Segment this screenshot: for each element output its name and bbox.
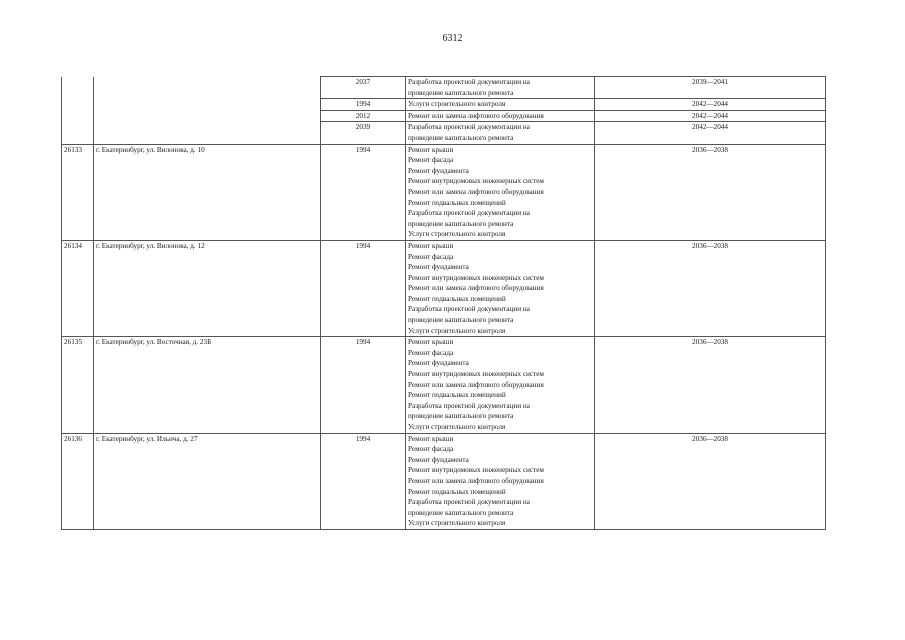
table-body [62, 77, 826, 530]
work-item: проведение капитального ремонта [408, 88, 514, 97]
row-period: 2039—2041 [595, 77, 826, 99]
table-row [62, 77, 826, 99]
row-year: 1994 [321, 144, 406, 240]
work-item: Ремонт фасада [408, 445, 454, 454]
row-address [94, 77, 321, 99]
row-period: 2042—2044 [595, 99, 826, 111]
table-row [62, 433, 826, 529]
table-row [62, 110, 826, 122]
work-item: Ремонт подвальных помещений [408, 294, 506, 303]
work-item: Разработка проектной документации на [408, 401, 530, 410]
work-item: проведение капитального ремонта [408, 133, 514, 142]
work-item: Ремонт или замена лифтового оборудования [408, 476, 544, 485]
work-item: Ремонт или замена лифтового оборудования [408, 111, 544, 120]
work-item: Ремонт или замена лифтового оборудования [408, 380, 544, 389]
row-year: 1994 [321, 99, 406, 111]
row-works [406, 433, 595, 529]
work-item: Ремонт фундамента [408, 359, 469, 368]
row-period: 2036—2038 [595, 433, 826, 529]
work-item: Ремонт внутридомовых инженерных систем [408, 273, 544, 282]
row-address [94, 110, 321, 122]
row-number [62, 122, 94, 144]
row-number: 26133 [62, 144, 94, 240]
work-item: Ремонт фасада [408, 252, 454, 261]
row-number [62, 77, 94, 99]
work-item: Ремонт подвальных помещений [408, 487, 506, 496]
work-item: Разработка проектной документации на [408, 123, 530, 132]
table-row [62, 240, 826, 336]
work-item: Разработка проектной документации на [408, 305, 530, 314]
work-item: Ремонт фасада [408, 156, 454, 165]
work-item: Услуги строительного контроля [408, 100, 506, 109]
work-item: Разработка проектной документации на [408, 78, 530, 86]
row-address [94, 122, 321, 144]
capital-repair-table [61, 76, 826, 530]
row-period: 2042—2044 [595, 122, 826, 144]
row-period: 2042—2044 [595, 110, 826, 122]
row-works [406, 240, 595, 336]
row-year: 1994 [321, 337, 406, 433]
table-row [62, 122, 826, 144]
work-item: Ремонт внутридомовых инженерных систем [408, 177, 544, 186]
work-item: Ремонт крыши [408, 145, 454, 154]
work-item: Ремонт подвальных помещений [408, 198, 506, 207]
row-address: г. Екатеринбург, ул. Вилонова, д. 10 [94, 144, 321, 240]
row-year: 1994 [321, 240, 406, 336]
work-item: Ремонт или замена лифтового оборудования [408, 284, 544, 293]
row-works [406, 337, 595, 433]
row-year: 1994 [321, 433, 406, 529]
row-year: 2012 [321, 110, 406, 122]
work-item: Услуги строительного контроля [408, 326, 506, 335]
work-item: Услуги строительного контроля [408, 230, 506, 239]
work-item: проведение капитального ремонта [408, 219, 514, 228]
row-period: 2036—2038 [595, 240, 826, 336]
work-item: Ремонт фасада [408, 348, 454, 357]
row-works [406, 99, 595, 111]
row-number [62, 110, 94, 122]
row-year: 2037 [321, 77, 406, 99]
row-year: 2039 [321, 122, 406, 144]
work-item: Ремонт крыши [408, 241, 454, 250]
row-works [406, 77, 595, 99]
work-item: Ремонт внутридомовых инженерных систем [408, 370, 544, 379]
work-item: Ремонт или замена лифтового оборудования [408, 187, 544, 196]
table-row [62, 337, 826, 433]
table-row [62, 144, 826, 240]
row-works [406, 144, 595, 240]
work-item: Ремонт крыши [408, 434, 454, 443]
work-item: Ремонт крыши [408, 338, 454, 347]
table-row [62, 99, 826, 111]
row-address [94, 99, 321, 111]
work-item: Ремонт фундамента [408, 166, 469, 175]
row-number [62, 99, 94, 111]
row-period: 2036—2038 [595, 337, 826, 433]
work-item: Разработка проектной документации на [408, 498, 530, 507]
work-item: Услуги строительного контроля [408, 423, 506, 431]
row-number: 26134 [62, 240, 94, 336]
work-item: Услуги строительного контроля [408, 519, 506, 528]
work-item: Ремонт внутридомовых инженерных систем [408, 466, 544, 475]
page-number: 6312 [442, 33, 463, 44]
row-address: г. Екатеринбург, ул. Ильича, д. 27 [94, 433, 321, 529]
row-address: г. Екатеринбург, ул. Восточная, д. 23Б [94, 337, 321, 433]
work-item: Ремонт подвальных помещений [408, 391, 506, 400]
work-item: проведение капитального ремонта [408, 508, 514, 517]
row-number: 26136 [62, 433, 94, 529]
row-works [406, 122, 595, 144]
work-item: проведение капитального ремонта [408, 412, 514, 421]
work-item: Ремонт фундамента [408, 263, 469, 272]
row-number: 26135 [62, 337, 94, 433]
work-item: Ремонт фундамента [408, 455, 469, 464]
row-address: г. Екатеринбург, ул. Вилонова, д. 12 [94, 240, 321, 336]
row-works [406, 110, 595, 122]
work-item: проведение капитального ремонта [408, 316, 514, 325]
row-period: 2036—2038 [595, 144, 826, 240]
work-item: Разработка проектной документации на [408, 209, 530, 218]
